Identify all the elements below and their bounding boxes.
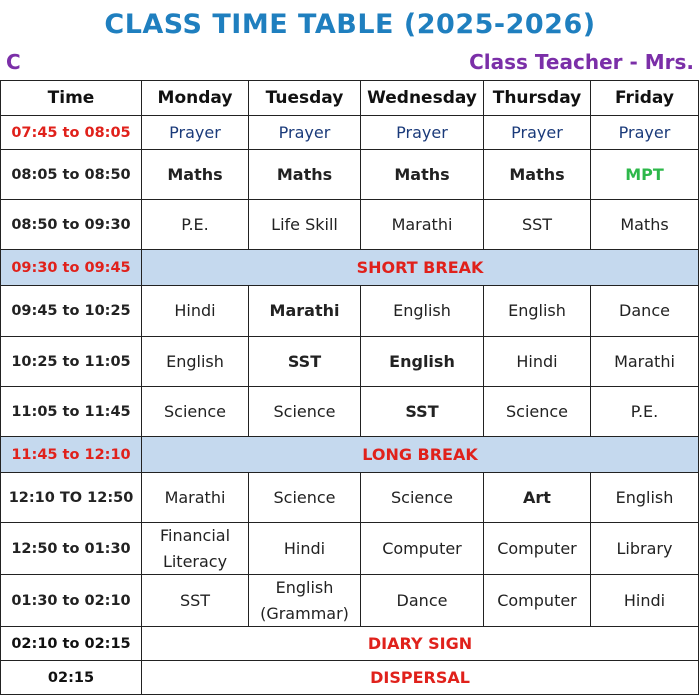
subject-cell: English (591, 473, 699, 523)
subject-cell: Maths (591, 200, 699, 250)
time-cell: 12:10 TO 12:50 (1, 473, 142, 523)
subject-cell: Science (249, 473, 361, 523)
long-break-band: LONG BREAK (142, 437, 699, 473)
subject-cell: Prayer (591, 116, 699, 150)
time-cell: 02:10 to 02:15 (1, 627, 142, 661)
subject-cell: SST (361, 387, 484, 437)
timetable-row (1, 473, 699, 523)
subject-cell: MPT (591, 150, 699, 200)
header-wednesday: Wednesday (361, 81, 484, 116)
subject-cell: Computer (361, 523, 484, 575)
timetable-row (1, 523, 699, 575)
subject-cell: SST (249, 337, 361, 387)
subject-cell: Computer (484, 575, 591, 627)
subject-cell: Maths (142, 150, 249, 200)
subject-cell: Hindi (142, 286, 249, 337)
subject-cell: Marathi (249, 286, 361, 337)
subject-cell: Science (142, 387, 249, 437)
time-cell: 02:15 (1, 661, 142, 695)
dispersal-row (1, 661, 699, 695)
subject-cell: Dance (361, 575, 484, 627)
subject-cell: SST (142, 575, 249, 627)
subject-cell: English (Grammar) (249, 575, 361, 627)
subject-cell: Science (249, 387, 361, 437)
subject-cell: Maths (249, 150, 361, 200)
short-break-band: SHORT BREAK (142, 250, 699, 286)
subject-cell: Marathi (361, 200, 484, 250)
header-row (1, 81, 699, 116)
diary-sign-band: DIARY SIGN (142, 627, 699, 661)
header-friday: Friday (591, 81, 699, 116)
header-time: Time (1, 81, 142, 116)
diary-sign-row (1, 627, 699, 661)
page-title: CLASS TIME TABLE (2025-2026) (104, 9, 596, 40)
subject-cell: P.E. (591, 387, 699, 437)
subject-cell: Science (484, 387, 591, 437)
timetable-row (1, 150, 699, 200)
subject-cell: English (361, 337, 484, 387)
timetable-row (1, 387, 699, 437)
class-info-row (0, 46, 700, 80)
time-cell: 09:30 to 09:45 (1, 250, 142, 286)
subject-cell: Hindi (484, 337, 591, 387)
timetable-row (1, 200, 699, 250)
timetable-row (1, 286, 699, 337)
subject-cell: Hindi (249, 523, 361, 575)
subject-cell: Library (591, 523, 699, 575)
subject-cell: Prayer (484, 116, 591, 150)
time-cell: 11:45 to 12:10 (1, 437, 142, 473)
subject-cell: Maths (361, 150, 484, 200)
timetable-row (1, 337, 699, 387)
subject-cell: Marathi (591, 337, 699, 387)
subject-cell: Computer (484, 523, 591, 575)
subject-cell: Life Skill (249, 200, 361, 250)
class-teacher: Class Teacher - Mrs. (469, 50, 694, 74)
subject-cell: Marathi (142, 473, 249, 523)
subject-cell: Prayer (361, 116, 484, 150)
break-row (1, 437, 699, 473)
time-cell: 08:50 to 09:30 (1, 200, 142, 250)
class-code: C (6, 50, 21, 74)
time-cell: 11:05 to 11:45 (1, 387, 142, 437)
subject-cell: SST (484, 200, 591, 250)
subject-cell: Science (361, 473, 484, 523)
subject-cell: Maths (484, 150, 591, 200)
time-cell: 07:45 to 08:05 (1, 116, 142, 150)
subject-cell: Financial Literacy (142, 523, 249, 575)
subject-cell: Prayer (142, 116, 249, 150)
time-cell: 12:50 to 01:30 (1, 523, 142, 575)
timetable (0, 80, 699, 695)
subject-cell: English (361, 286, 484, 337)
timetable-row (1, 116, 699, 150)
time-cell: 01:30 to 02:10 (1, 575, 142, 627)
subject-cell: Dance (591, 286, 699, 337)
time-cell: 10:25 to 11:05 (1, 337, 142, 387)
subject-cell: English (484, 286, 591, 337)
subject-cell: Prayer (249, 116, 361, 150)
timetable-row (1, 575, 699, 627)
subject-cell: P.E. (142, 200, 249, 250)
header-monday: Monday (142, 81, 249, 116)
dispersal-band: DISPERSAL (142, 661, 699, 695)
subject-cell: Hindi (591, 575, 699, 627)
subject-cell: English (142, 337, 249, 387)
time-cell: 08:05 to 08:50 (1, 150, 142, 200)
header-thursday: Thursday (484, 81, 591, 116)
subject-cell: Art (484, 473, 591, 523)
time-cell: 09:45 to 10:25 (1, 286, 142, 337)
break-row (1, 250, 699, 286)
header-tuesday: Tuesday (249, 81, 361, 116)
